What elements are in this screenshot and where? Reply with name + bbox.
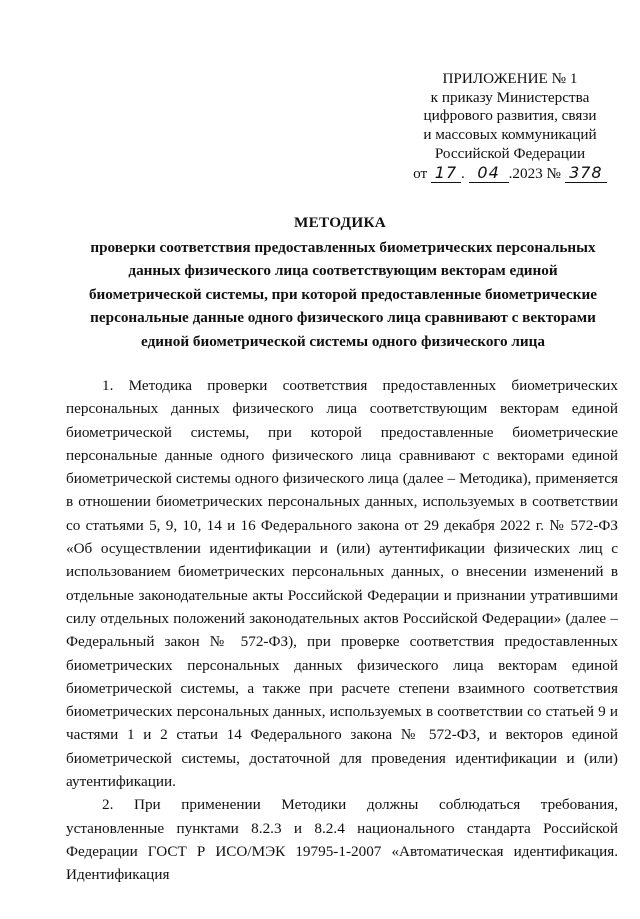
document-subtitle: проверки соответствия предоставленных биометрических персональных данных физического лица соответствующим векторам единой биометрической системы, при которой предоставленные биометрические персональные данные одного физического лица сравнивают с векторами единой биометрической системы одного физического лица xyxy=(88,239,598,350)
number-prefix: № xyxy=(546,164,562,182)
annex-date-line: от 17 . 04 .2023 № 378 xyxy=(400,164,620,184)
handwritten-day: 17 xyxy=(431,164,461,184)
year-suffix: .2023 xyxy=(508,164,543,182)
annex-line-federation: Российской Федерации xyxy=(434,144,586,162)
handwritten-number: 378 xyxy=(565,164,607,184)
handwritten-month: 04 xyxy=(469,164,509,184)
annex-block xyxy=(400,70,620,183)
paragraph-1: 1. Методика проверки соответствия предоставленных биометрических персональных данных физического лица соответствующим векторам единой биометрической системы, при которой предоставленные биометрические персональные данные одного физического лица сравнивают с векторами единой биометрической системы одного физического лица (далее – Методика), применяется в отношении биометрических персональных данных, используемых в соответствии со статьями 5, 9, 10, 14 и 16 Федерального закона от 29 декабря 2022 г. № 572-ФЗ «Об осуществлении идентификации и (или) аутентификации физических лиц с использованием биометрических персональных данных, о внесении изменений в отдельные законодательные акты Российской Федерации и признании утратившими силу отдельных положений законодательных актов Российской Федерации» (далее – Федеральный закон № 572-ФЗ), при проверке соответствия предоставленных биометрических персональных данных физического лица векторам единой биометрической системы, а также при расчете степени взаимного соответствия биометрических персональных данных, используемых в соответствии со статьей 9 и частями 1 и 2 статьи 14 Федерального закона № 572-ФЗ, и векторов единой биометрической системы, достаточной для проведения идентификации и (или) аутентификации. xyxy=(66,377,618,791)
document-title: МЕТОДИКА xyxy=(293,214,387,231)
annex-line-communications: и массовых коммуникаций xyxy=(423,126,597,144)
annex-line-order: к приказу Министерства xyxy=(430,88,590,106)
document-body xyxy=(66,374,618,887)
annex-heading: ПРИЛОЖЕНИЕ № 1 xyxy=(442,70,578,87)
annex-line-ministry: цифрового развития, связи xyxy=(423,107,597,125)
paragraph-2: 2. При применении Методики должны соблюдаться требования, установленные пунктами 8.2.3 и 8.2.4 национального стандарта Российской Федерации ГОСТ Р ИСО/МЭК 19795-1-2007 «Автоматическая идентификация. Идентификация xyxy=(66,796,618,884)
date-prefix: от xyxy=(413,164,428,182)
